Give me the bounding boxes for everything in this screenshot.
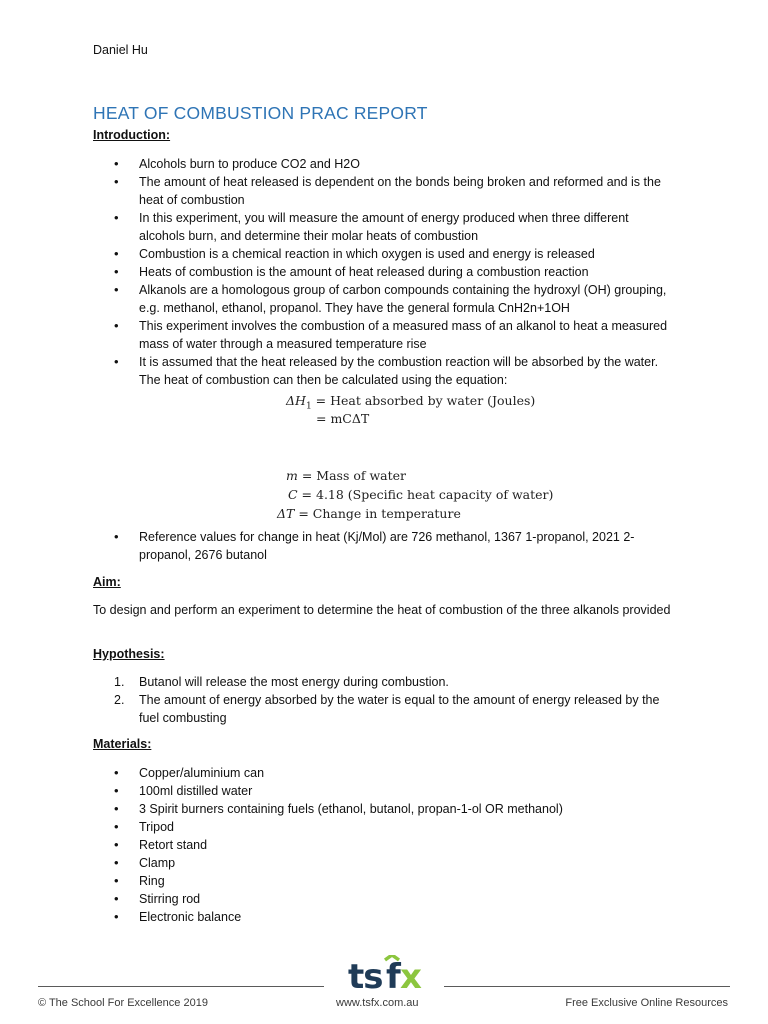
list-item: • It is assumed that the heat released by the combustion reaction will be absorbed by the water. The heat of combustion can then be calculated using the equation: <box>93 353 673 389</box>
author-name: Daniel Hu <box>93 43 148 57</box>
hypothesis-list <box>93 673 673 727</box>
list-item: • Electronic balance <box>93 908 673 926</box>
materials-heading: Materials: <box>93 737 152 751</box>
equation-symbol: ΔT <box>277 506 295 521</box>
list-item: • Stirring rod <box>93 890 673 908</box>
equation-text: = Change in temperature <box>294 506 461 521</box>
list-item: • In this experiment, you will measure the amount of energy produced when three different alcohols burn, and determine their molar heats of combustion <box>93 209 673 245</box>
list-item: • Heats of combustion is the amount of heat released during a combustion reaction <box>93 263 673 281</box>
list-item <box>93 673 673 691</box>
hypothesis-heading: Hypothesis: <box>93 647 165 661</box>
list-item: • Alkanols are a homologous group of carbon compounds containing the hydroxyl (OH) grouping, e.g. methanol, ethanol, propanol. They have the general formula CnH2n+1OH <box>93 281 673 317</box>
equation-text: = 4.18 (Specific heat capacity of water) <box>297 487 554 502</box>
footer-website-link[interactable]: www.tsfx.com.au <box>336 997 419 1009</box>
footer-divider-left <box>38 986 324 987</box>
equation-text: = Mass of water <box>297 468 407 483</box>
svg-text:ts: ts <box>348 957 383 993</box>
footer-divider-right <box>444 986 730 987</box>
equation-line-1 <box>286 393 535 412</box>
reference-list <box>93 528 673 564</box>
equation-text: = Heat absorbed by water (Joules) <box>311 393 536 408</box>
list-item: • Alcohols burn to produce CO2 and H2O <box>93 155 673 173</box>
equation-var-heat-capacity <box>288 487 553 502</box>
materials-list <box>93 764 673 926</box>
list-item: • This experiment involves the combustion of a measured mass of an alkanol to heat a measured mass of water through a measured temperature rise <box>93 317 673 353</box>
tsfx-logo-icon <box>346 955 422 993</box>
svg-text:x: x <box>400 957 422 993</box>
list-item: • Reference values for change in heat (Kj/Mol) are 726 methanol, 1367 1-propanol, 2021 2-propanol, 2676 butanol <box>93 528 673 564</box>
equation-symbol: ΔH <box>286 393 306 408</box>
footer-tagline: Free Exclusive Online Resources <box>565 997 728 1009</box>
introduction-heading: Introduction: <box>93 128 171 142</box>
list-item: • 3 Spirit burners containing fuels (ethanol, butanol, propan-1-ol OR methanol) <box>93 800 673 818</box>
list-item: • Copper/aluminium can <box>93 764 673 782</box>
list-item: • Clamp <box>93 854 673 872</box>
equation-var-mass <box>286 468 406 483</box>
equation-line-2: = mCΔT <box>316 411 370 426</box>
footer-copyright: © The School For Excellence 2019 <box>38 997 208 1009</box>
list-number: 2. <box>114 693 125 707</box>
tsfx-logo <box>346 955 422 998</box>
aim-heading: Aim: <box>93 575 121 589</box>
list-item: • Ring <box>93 872 673 890</box>
list-item: • Retort stand <box>93 836 673 854</box>
list-item: • 100ml distilled water <box>93 782 673 800</box>
equation-symbol: C <box>288 487 298 502</box>
introduction-list <box>93 155 673 389</box>
list-item: • Combustion is a chemical reaction in which oxygen is used and energy is released <box>93 245 673 263</box>
svg-text:f: f <box>386 957 400 993</box>
list-item <box>93 691 673 727</box>
list-text: Butanol will release the most energy during combustion. <box>139 675 449 689</box>
list-number: 1. <box>114 675 125 689</box>
aim-text: To design and perform an experiment to determine the heat of combustion of the three alkanols provided <box>93 603 671 617</box>
list-item: • The amount of heat released is dependent on the bonds being broken and reformed and is the heat of combustion <box>93 173 673 209</box>
page-title: HEAT OF COMBUSTION PRAC REPORT <box>93 103 428 123</box>
equation-subscript: 1 <box>305 401 312 412</box>
list-item: • Tripod <box>93 818 673 836</box>
equation-symbol: m <box>286 468 298 483</box>
list-text: The amount of energy absorbed by the water is equal to the amount of energy released by the fuel combusting <box>139 693 660 725</box>
equation-var-temperature <box>277 506 461 521</box>
